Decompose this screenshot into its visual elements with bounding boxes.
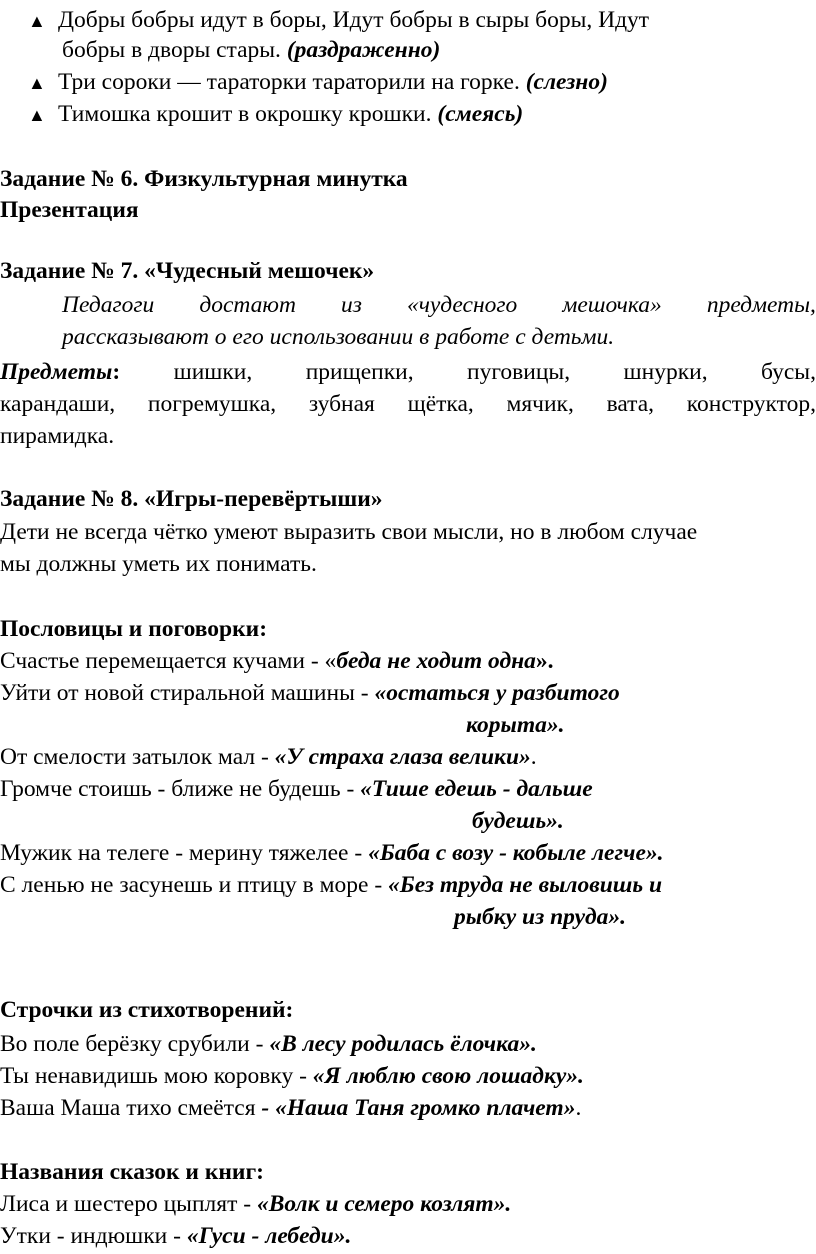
list-item: ▲ Добры бобры идут в боры, Идут бобры в сыры боры, Идут: [28, 5, 649, 36]
proverb-item-continuation: рыбку из пруда».: [454, 904, 627, 930]
list-item: ▲ Тимошка крошит в окрошку крошки. (смеясь): [28, 99, 523, 130]
proverb-item-continuation: будешь».: [472, 808, 564, 834]
task8-text: мы должны уметь их понимать.: [0, 551, 317, 577]
task6-subheading: Презентация: [0, 197, 139, 223]
proverb-item: Уйти от новой стиральной машины - «остаться у разбитого: [0, 680, 620, 706]
tale-item: Лиса и шестеро цыплят - «Волк и семеро козлят».: [0, 1191, 512, 1217]
proverb-item: Счастье перемещается кучами - «беда не ходит одна».: [0, 648, 554, 674]
task7-instruction-line1: Педагоги достают из «чудесного мешочка» предметы,: [62, 292, 816, 318]
proverb-item: Мужик на телеге - мерину тяжелее - «Баба с возу - кобыле легче».: [0, 840, 664, 866]
proverb-item: Громче стоишь - ближе не будешь - «Тише едешь - дальше: [0, 776, 593, 802]
task7-items-line3: пирамидка.: [0, 423, 115, 449]
arrow-up-icon: ▲: [28, 105, 46, 125]
proverb-item: От смелости затылок мал - «У страха глаза велики».: [0, 744, 537, 770]
task8-text: Дети не всегда чётко умеют выразить свои мысли, но в любом случае: [0, 519, 698, 545]
task7-items-line1: Предметы: шишки, прищепки, пуговицы, шнурки, бусы,: [0, 359, 816, 385]
tales-heading: Названия сказок и книг:: [0, 1159, 264, 1185]
proverb-item-continuation: корыта».: [466, 712, 565, 738]
arrow-up-icon: ▲: [28, 73, 46, 93]
proverbs-heading: Пословицы и поговорки:: [0, 616, 268, 642]
task7-items-line2: карандаши, погремушка, зубная щётка, мячик, вата, конструктор,: [0, 391, 816, 417]
task7-heading: Задание № 7. «Чудесный мешочек»: [0, 258, 375, 284]
tale-item: Утки - индюшки - «Гуси - лебеди».: [0, 1223, 352, 1249]
poem-item: Ты ненавидишь мою коровку - «Я люблю свою лошадку».: [0, 1063, 584, 1089]
poem-item: Ваша Маша тихо смеётся - «Наша Таня громко плачет».: [0, 1095, 582, 1121]
arrow-up-icon: ▲: [28, 11, 46, 31]
poem-item: Во поле берёзку срубили - «В лесу родилась ёлочка».: [0, 1031, 537, 1057]
list-item-continuation: бобры в дворы стары. (раздраженно): [62, 37, 441, 63]
list-item: ▲ Три сороки — тараторки тараторили на горке. (слезно): [28, 67, 608, 98]
proverb-item: С ленью не засунешь и птицу в море - «Без труда не выловишь и: [0, 872, 663, 898]
task8-heading: Задание № 8. «Игры-перевёртыши»: [0, 486, 383, 512]
poems-heading: Строчки из стихотворений:: [0, 997, 294, 1023]
task7-instruction-line2: рассказывают о его использовании в работе с детьми.: [62, 324, 615, 350]
task6-heading: Задание № 6. Физкультурная минутка: [0, 166, 408, 192]
